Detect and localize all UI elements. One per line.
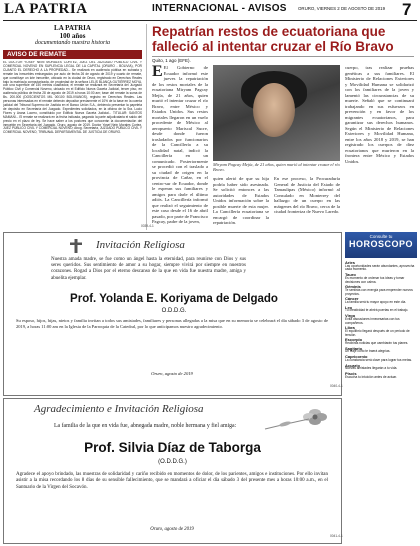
sign-name: Géminis [345,284,361,290]
sign-text: La familia será tu mayor apoyo en este día. [345,300,407,305]
sign-name: Aries [345,260,356,265]
title-divider [152,56,414,57]
ad-title: Agradecimiento e Invitación Religiosa [34,403,204,415]
sign-name: Acuario [345,362,360,368]
column-divider [146,24,147,230]
religious-invitation-ad [3,232,342,396]
deceased-name: Prof. Yolanda E. Koriyama de Delgado [70,293,278,305]
ad-code: 0039-4-1 [141,224,154,228]
ad-intro: La familia de la que en vida fue, abnegada madre, noble hermana y fiel amiga: [54,423,237,429]
aviso-text: EL DOCTOR YOSEF NEIN MORALES CORTEZ, JUEZ DEL JUZGADO PÚBLICO CIVIL Y COMERCIAL NOVENO EN SUPLENCIA LEGAL DE LA CAPITAL (ORURO - BOLIVIA), POR CUANTO EL DERECHO A LA PROPIEDAD... Se realizará en audiencia pública en subasta y remate los inmuebles embargados por auto de fecha 26 de agosto de 2019 y cuarto de remate, que constituye un lote inmueble, ubicado en la ciudad de Oruro, registrado en Derechos Reales bajo la matrícula computarizada, de propiedad de la señora LELIS BLANCA GUTIÉRREZ MOYA, con una superficie de 150 metros cuadrados; el remate se realizará en Secretaría del Juzgado Público Civil y Comercial Noveno, ubicado en el Edificio Nueva Gaceta Judicial, tercer piso, en audiencia pública de fecha 28 de agosto de 2019 a horas 10:00 am; base del remate la suma de Bs. 200.000 (DOSCIENTOS MIL 00/100 BOLIVIANOS), registro en Derechos Reales. Las personas interesadas en el remate deberán depositar previamente el 10% de la base en la cuenta judicial del Tribunal Supremo de Justicia en el Banco Unión S.A., debiendo presentar la papeleta de depósito en Secretaría del Juzgado. Expedientes solicitados, en la oficina de la Sra. Lucio Flores y Arana Lucero, constituido por Edificio Nueva Gaceta Judicial... TITULAR: SANTOS MAMANI... El remate se realizará en la fecha indicada, pagando la parte adjudicataria el saldo del precio en el plazo de ley. Se hace saber a los postores que conocerán la documentación del inmueble en Secretaría del Juzgado. Oruro, agosto de 2019. Doctor Yosef Nein Morales Cortez, JUEZ PÚBLICO CIVIL Y COMERCIAL NOVENO; Abog. Secretaria, JUZGADO PÚBLICO CIVIL Y COMERCIAL NOVENO, TRIBUNAL DEPARTAMENTAL DE JUSTICIA DE ORURO. [3,61,142,135]
sign-text: Nuevas amistades llegarán a tu vida. [345,366,398,371]
ods-abbrev: O.D.D.G. [161,308,187,314]
article-title: Repatrían restos de ecuatoriana que falleció al intentar cruzar el Río Bravo [152,24,394,54]
article-photo [213,65,340,161]
sign-name: Piscis [345,370,357,376]
ad-body: Su esposo, hijos, hijas, nietos y familia invitan a todos sus amistades, familiares y personas allegadas a la misa que en su memoria se celebrará el día sábado 3 de agosto de 2019, a horas 11:00 am en la Iglesia de la Parroquia de la Catedral, por lo que anticipamos nuestro agradecimiento. [16,318,328,329]
newspaper-logo: LA PATRIA [4,1,88,17]
cross-icon [67,239,85,253]
horoscope-list [345,260,417,540]
ad-place-date: Oruro, agosto de 2019 [151,371,193,376]
ods-abbrev: (O.D.D.G.) [158,459,187,465]
sign-text: Tu creatividad te abrirá puertas en el trabajo. [345,308,409,313]
ad-body: Agradece el apoyo brindado, las muestras de solidaridad y cariño recibido en momentos de dolor, de los parientes, amigos e instituciones. Por ello invitan asistir a la misa recordando los 8 días de su sensible fallecimiento, que se mandará a oficiar el día sábado 3 del presente mes a horas 10:00 a.m., en el Santuario de la Virgen del Socavón. [16,472,328,490]
sign-name: Libra [345,325,355,331]
anniversary-years: 100 años [59,32,86,40]
article-column-4: cuerpo, tras realizar pruebas genéticas a sus familiares. El Ministerio de Relaciones Exteriores y Movilidad Humana se solidarizó con los familiares de la joven y lamentó las circunstancias de su muerte. Señaló que se continuará trabajando en sus esfuerzos en prevención y en favor de los migrantes ecuatorianos, para garantizar sus derechos humanos. Según el Ministerio de Relaciones Exteriores y Movilidad Humana, entre los años 2018 y 2019, se han registrado los cuerpos de diez ecuatorianos que murieron en la frontera entre México y Estados Unidos. [345,65,414,164]
sign-name: Sagitario [345,345,363,351]
sign-text: Escucha tu intuición antes de actuar. [345,374,397,379]
article-byline: Quito, 1 ago (EFE). [152,58,191,63]
ad-place-date: Oruro, agosto de 2019 [150,527,194,532]
aviso-heading: AVISO DE REMATE [3,50,142,59]
sign-text: El equilibrio llegará después de un periodo de tensión. [345,328,410,337]
ad-title: Invitación Religiosa [96,239,185,251]
sign-name: Leo [345,304,353,310]
page-header [0,0,420,21]
section-title: INTERNACIONAL - AVISOS [152,3,287,14]
sign-text: La constancia será clave para lograr tus metas. [345,357,412,362]
sign-name: Capricornio [345,354,368,360]
header-rule [3,20,417,21]
drop-cap: E [152,65,163,80]
horoscope-box [345,232,417,542]
horoscope-word: HOROSCOPO [348,239,413,249]
thanks-invitation-ad [3,398,342,544]
ad-intro: Nuestra amada madre, se fue como un ángel hasta la eternidad, para reunirse con Dios y sus seres queridos. Sus sentimiento de amor a su hogar, siempre vivirá por siempre en nuestros corazones. Rogad a Dios por el eterno descanso de la que en vida fue nuestra madre, amiga y abuelita ejemplar. [51,257,246,281]
sign-name: Tauro [345,272,356,278]
horoscope-banner [345,232,417,258]
ad-code: 0041-4-1 [330,534,343,538]
sign-text: Es momento de ordenar tus ideas y tomar decisiones con calma. [345,275,405,284]
article-column-1 [152,65,208,230]
sign-text: Las oportunidades serán abundantes, aprovecha cada momento. [345,263,415,272]
horoscope-consulte: Consulte tu [369,234,393,239]
sign-name: Escorpio [345,337,363,343]
sign-name: Cáncer [345,296,359,302]
photo-caption: Miryam Pagcay Mejía, de 21 años, quien murió al intentar cruzar el río Bravo. [213,162,340,172]
sign-text: Recibirás noticias que cambiarán tus planes. [345,341,409,346]
sign-text: Un viaje corto te traerá alegrías. [345,349,391,354]
deceased-name: Prof. Silvia Díaz de Taborga [84,440,261,455]
page-number: 7 [402,0,412,19]
left-column [3,24,142,230]
anniversary-brand: LA PATRIA [54,24,91,32]
article-column-1-text: El Gobierno de Ecuador informó este jueves la repatriación de los restos mortales de la ecuatoriana Miryam Pagcay Mejía, de 21 años, quien murió el intentar cruzar el río Bravo, entre México y Estados Unidos. Sus restos mortales llegaron en un vuelo procedente de México al aeropuerto Mariscal Sucre, desde donde fueron trasladados por funcionarios de la Cancillería a su localidad natal, indicó la Cancillería en un comunicado. Posteriormente se procedió con el traslado a su ciudad de origen en la provincia de Cañar, en el centro-sur de Ecuador, donde le esperan sus familiares y amigos para darle el último adiós. La Cancillería informó que realizó el seguimiento de este caso desde el 16 de abril pasado, por parte de Francisco Pagcay, padre de la joven, [152,65,208,224]
photo-face-shape [253,83,295,137]
anniversary-tagline: documentando nuestra historia [35,40,110,46]
article-column-3: En ese proceso, la Procuraduría General de Justicia del Estado de Tamaulipas (México) informó al Consulado en Monterrey del hallazgo de un cuerpo en las márgenes del río Bravo, cerca de la ciudad fronteriza de Nuevo Laredo. [274,176,340,214]
sign-text: Te sentirás con energía para emprender nuevos proyectos. [345,287,413,296]
ad-code: 0040-4-1 [330,384,343,388]
sign-text: Evita discusiones innecesarias con tus compañeros. [345,316,400,325]
sign-name: Virgo [345,313,356,319]
dateline: ORURO, VIERNES 2 DE AGOSTO DE 2019 [298,6,386,11]
article-column-2: quien alertó de que su hija podría haber sido asesinada. Se solicitó entonces a las autoridades de Estados Unidos información sobre la posible muerte de esta mujer. La Cancillería ecuatoriana se encargó de coordinar la repatriación. [213,176,269,225]
